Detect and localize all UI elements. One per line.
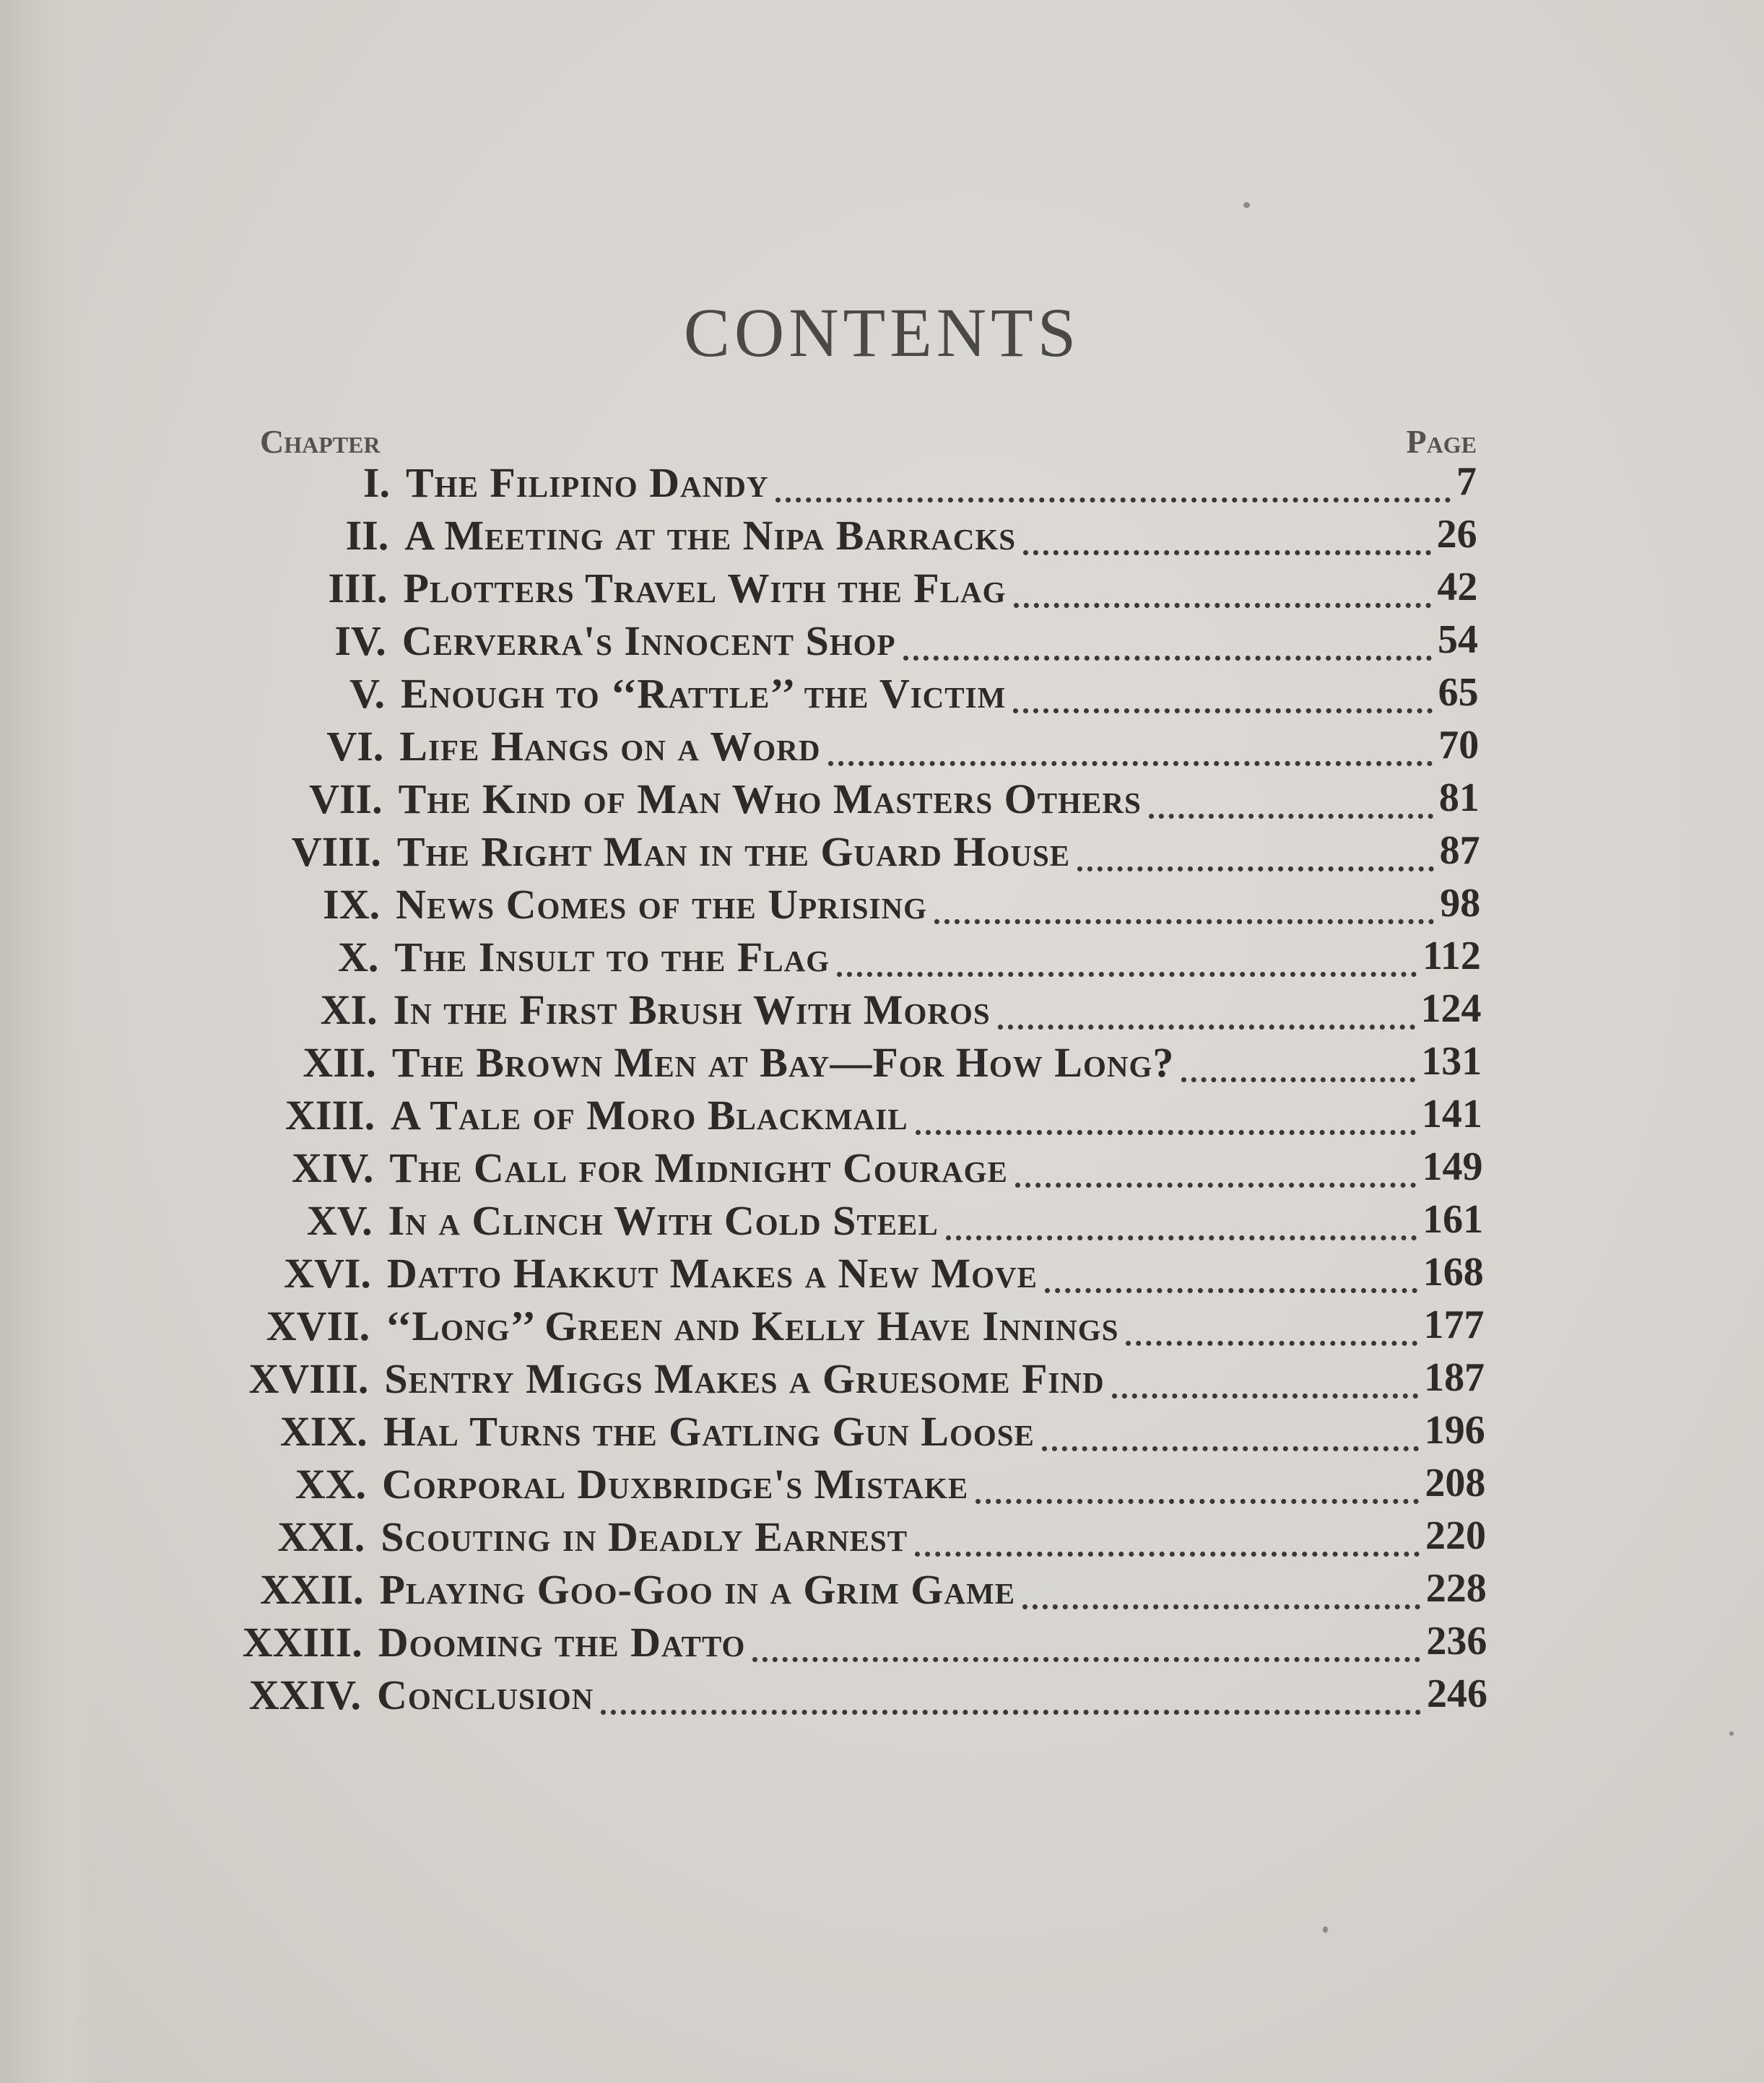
toc-row	[0, 933, 1764, 983]
chapter-page-number: 7	[1456, 459, 1477, 504]
chapter-numeral: XXIII.	[242, 1619, 362, 1666]
dot-leader	[1042, 1440, 1419, 1451]
dot-leader	[946, 1230, 1417, 1240]
chapter-numeral: XV.	[306, 1197, 373, 1244]
chapter-page-number: 26	[1436, 512, 1477, 557]
paper-speck	[1729, 1731, 1734, 1736]
dot-leader	[1126, 1335, 1417, 1346]
chapter-numeral: XIII.	[285, 1092, 375, 1139]
paper-speck	[1243, 202, 1250, 208]
chapter-title: A Tale of Moro Blackmail	[391, 1092, 908, 1139]
chapter-numeral: III.	[328, 565, 388, 612]
dot-leader	[1022, 1599, 1420, 1609]
chapter-numeral: VI.	[326, 723, 384, 770]
dot-leader	[601, 1704, 1421, 1715]
dot-leader	[1181, 1071, 1415, 1082]
toc-row	[0, 880, 1764, 931]
chapter-title: In a Clinch With Cold Steel	[388, 1197, 939, 1244]
toc-row	[0, 564, 1764, 614]
dot-leader	[934, 913, 1434, 924]
chapter-page-number: 112	[1422, 934, 1481, 978]
dot-leader	[916, 1124, 1416, 1135]
chapter-page-number: 42	[1437, 565, 1478, 609]
chapter-numeral: XVII.	[266, 1303, 370, 1349]
chapter-title: Scouting in Deadly Earnest	[381, 1513, 908, 1560]
chapter-page-number: 81	[1438, 775, 1480, 820]
chapter-title: Corporal Duxbridge's Mistake	[381, 1461, 969, 1508]
chapter-numeral: II.	[345, 512, 389, 559]
chapter-title: Sentry Miggs Makes a Gruesome Find	[384, 1355, 1105, 1402]
dot-leader	[1045, 1282, 1417, 1293]
chapter-page-number: 131	[1421, 1039, 1482, 1084]
chapter-title: The Filipino Dandy	[406, 459, 769, 506]
dot-leader	[1014, 597, 1432, 608]
chapter-page-number: 168	[1422, 1250, 1484, 1295]
dot-leader	[775, 492, 1451, 503]
chapter-title: A Meeting at the Nipa Barracks	[404, 512, 1017, 559]
dot-leader	[752, 1651, 1420, 1662]
toc-row	[0, 511, 1764, 562]
toc-row	[0, 669, 1764, 720]
toc-row	[0, 775, 1764, 825]
chapter-title: Dooming the Datto	[378, 1619, 746, 1666]
chapter-numeral: X.	[337, 934, 379, 980]
dot-leader	[903, 650, 1432, 661]
chapter-page-number: 54	[1437, 617, 1478, 662]
dot-leader	[828, 755, 1433, 766]
chapter-title: Plotters Travel With the Flag	[403, 565, 1007, 612]
chapter-title: Cerverra's Innocent Shop	[401, 617, 896, 664]
chapter-numeral: IV.	[334, 617, 386, 664]
chapter-page-number: 141	[1421, 1092, 1482, 1136]
dot-leader	[1015, 1177, 1417, 1188]
toc-row	[0, 1249, 1764, 1300]
chapter-title: Datto Hakkut Makes a New Move	[386, 1250, 1038, 1297]
toc-row	[0, 1302, 1764, 1352]
toc-row	[0, 1460, 1764, 1510]
chapter-numeral: XVI.	[284, 1250, 371, 1297]
chapter-page-number: 87	[1439, 828, 1480, 873]
chapter-page-number: 236	[1426, 1619, 1487, 1664]
toc-row	[0, 1671, 1764, 1721]
chapter-numeral: XI.	[320, 986, 378, 1033]
toc-row	[0, 1144, 1764, 1194]
dot-leader	[998, 1019, 1415, 1030]
dot-leader	[1112, 1388, 1419, 1399]
chapter-title: The Call for Midnight Courage	[389, 1144, 1008, 1191]
chapter-numeral: XIX.	[279, 1408, 368, 1455]
chapter-page-number: 124	[1420, 986, 1482, 1031]
page-title: CONTENTS	[683, 294, 1081, 371]
chapter-numeral: XII.	[303, 1039, 376, 1086]
chapter-numeral: XIV.	[292, 1144, 374, 1191]
toc-row	[0, 1618, 1764, 1669]
chapter-title: Enough to ‘‘Rattle’’ the Victim	[401, 670, 1007, 717]
chapter-page-number: 220	[1425, 1513, 1487, 1558]
chapter-page-number: 196	[1424, 1408, 1485, 1453]
chapter-numeral: I.	[362, 459, 390, 506]
chapter-numeral: VIII.	[291, 828, 381, 875]
toc-row	[0, 1091, 1764, 1141]
toc-row	[0, 617, 1764, 667]
toc-row	[0, 827, 1764, 878]
dot-leader	[1013, 703, 1432, 713]
chapter-title: Hal Turns the Gatling Gun Loose	[383, 1408, 1035, 1455]
toc-row	[0, 722, 1764, 773]
chapter-page-number: 149	[1422, 1144, 1483, 1189]
chapter-numeral: VII.	[309, 775, 383, 822]
chapter-page-number: 187	[1424, 1355, 1485, 1400]
chapter-numeral: V.	[349, 670, 386, 717]
chapter-numeral: XXIV.	[248, 1671, 361, 1718]
chapter-title: The Insult to the Flag	[394, 934, 830, 980]
chapter-title: In the First Brush With Moros	[393, 986, 991, 1033]
chapter-title: Playing Goo-Goo in a Grim Game	[379, 1566, 1016, 1613]
page-column-header: Page	[1406, 423, 1477, 460]
dot-leader	[1077, 861, 1433, 871]
dot-leader	[976, 1493, 1419, 1504]
chapter-title: The Kind of Man Who Masters Others	[398, 775, 1142, 822]
chapter-page-number: 228	[1425, 1566, 1487, 1611]
chapter-numeral: XXII.	[260, 1566, 364, 1613]
toc-row	[0, 1565, 1764, 1616]
chapter-title: Conclusion	[377, 1671, 594, 1718]
toc-row	[0, 1407, 1764, 1458]
chapter-page-number: 161	[1422, 1197, 1484, 1242]
toc-row	[0, 1354, 1764, 1405]
toc-row	[0, 1196, 1764, 1247]
toc-row	[0, 1038, 1764, 1089]
dot-leader	[837, 966, 1417, 977]
dot-leader	[915, 1546, 1420, 1557]
dot-leader	[1149, 808, 1433, 819]
paper-speck	[1323, 1926, 1328, 1933]
dot-leader	[1023, 544, 1431, 555]
chapter-page-number: 208	[1425, 1461, 1486, 1505]
chapter-title: Life Hangs on a Word	[399, 723, 821, 770]
toc-row	[0, 986, 1764, 1036]
toc-row	[0, 1513, 1764, 1563]
chapter-title: ‘‘Long’’ Green and Kelly Have Innings	[386, 1303, 1119, 1349]
chapter-column-header: Chapter	[260, 423, 381, 460]
chapter-title: News Comes of the Uprising	[396, 881, 928, 928]
chapter-page-number: 70	[1438, 723, 1480, 767]
chapter-numeral: IX.	[323, 881, 381, 928]
chapter-numeral: XXI.	[277, 1513, 365, 1560]
chapter-numeral: XVIII.	[248, 1355, 369, 1402]
chapter-page-number: 246	[1427, 1671, 1487, 1716]
chapter-page-number: 98	[1440, 881, 1481, 926]
chapter-page-number: 65	[1438, 670, 1479, 715]
toc-row	[0, 458, 1764, 509]
chapter-title: The Brown Men at Bay—For How Long?	[391, 1039, 1175, 1086]
chapter-page-number: 177	[1423, 1303, 1485, 1347]
chapter-numeral: XX.	[295, 1461, 366, 1508]
chapter-title: The Right Man in the Guard House	[396, 828, 1071, 875]
